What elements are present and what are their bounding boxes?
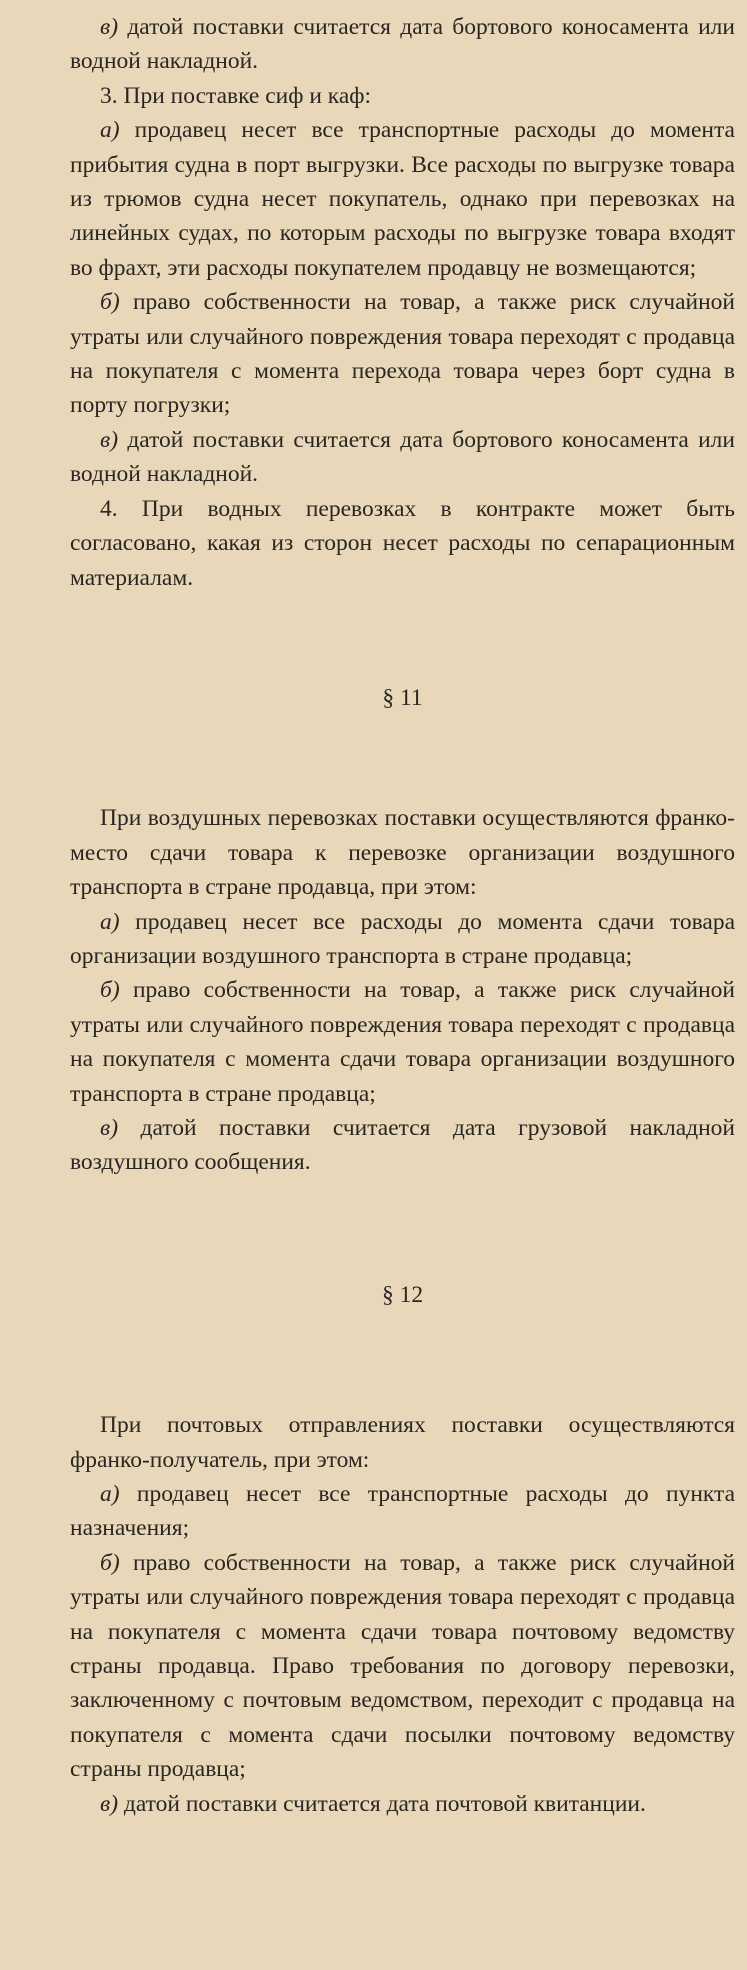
item-marker: в)	[100, 1790, 119, 1817]
paragraph-text: право собственности на товар, а также риск случайной утраты или случайного повреждения товара переходят с продавца на покупателя с момента сдачи товара организации воздушного транспорта в стране продавца;	[70, 977, 735, 1107]
paragraph-text: датой поставки считается дата почтовой квитанции.	[118, 1790, 646, 1817]
paragraph-text: право собственности на товар, а также риск случайной утраты или случайного повреждения товара переходят с продавца на покупателя с момента перехода товара через борт судна в порту погрузки;	[70, 289, 735, 419]
paragraph-text: продавец несет все транспортные расходы до пункта назначения;	[70, 1481, 735, 1542]
paragraph	[70, 801, 735, 904]
paragraph-text: При воздушных перевозках поставки осуществляются франко-место сдачи товара к перевозке организации воздушного транспорта в стране продавца, при этом:	[70, 805, 735, 901]
paragraph	[70, 113, 735, 285]
section-11-heading: § 11	[382, 684, 423, 711]
paragraph	[70, 905, 735, 974]
paragraph	[70, 79, 735, 113]
paragraph	[70, 10, 735, 79]
paragraph-text: продавец несет все расходы до момента сдачи товара организации воздушного транспорта в стране продавца;	[70, 908, 735, 969]
paragraph-text: датой поставки считается дата бортового коносамента или водной накладной.	[70, 426, 735, 488]
paragraph	[70, 1111, 735, 1180]
paragraph	[70, 1787, 735, 1821]
paragraph-text: продавец несет все транспортные расходы до момента прибытия судна в порт выгрузки. Все расходы по выгрузке товара из трюмов судна несет покупатель, однако при перевозках на линейных судах, по которым расходы по выгрузке товара входят во фрахт, эти расходы покупателем продавцу не возмещаются;	[70, 117, 735, 281]
paragraph-text: 4. При водных перевозках в контракте может быть согласовано, какая из сторон несет расходы по сепарационным материалам.	[70, 495, 735, 591]
section-12-heading: § 12	[381, 1281, 424, 1308]
paragraph-text: 3. При поставке сиф и каф:	[100, 82, 372, 109]
paragraph	[70, 492, 735, 595]
item-marker: в)	[100, 426, 119, 453]
paragraph-text: При почтовых отправлениях поставки осуществляются франко-получатель, при этом:	[70, 1412, 735, 1473]
item-marker: б)	[100, 289, 120, 316]
item-marker: в)	[100, 1114, 119, 1141]
section-10-continuation	[70, 10, 735, 595]
section-12-body	[70, 1408, 735, 1821]
paragraph	[70, 1546, 735, 1787]
paragraph-text: право собственности на товар, а также риск случайной утраты или случайного повреждения товара переходят с продавца на покупателя с момента сдачи товара почтовому ведомству страны продавца. Право требования по договору перевозки, заключенному с почтовым ведомством, переходит с продавца на покупателя с момента сдачи посылки почтовому ведомству страны продавца;	[70, 1549, 735, 1783]
paragraph	[70, 423, 735, 492]
paragraph	[70, 285, 735, 423]
item-marker: в)	[100, 14, 119, 40]
paragraph-text: датой поставки считается дата бортового коносамента или водной накладной.	[70, 14, 735, 75]
item-marker: б)	[100, 977, 120, 1004]
item-marker: а)	[100, 908, 120, 935]
paragraph	[70, 973, 735, 1111]
paragraph-text: датой поставки считается дата грузовой накладной воздушного сообщения.	[70, 1114, 735, 1176]
section-11-body	[70, 801, 735, 1179]
item-marker: а)	[100, 117, 120, 144]
item-marker: а)	[100, 1481, 120, 1507]
paragraph	[70, 1408, 735, 1477]
paragraph	[70, 1477, 735, 1546]
item-marker: б)	[100, 1549, 120, 1576]
